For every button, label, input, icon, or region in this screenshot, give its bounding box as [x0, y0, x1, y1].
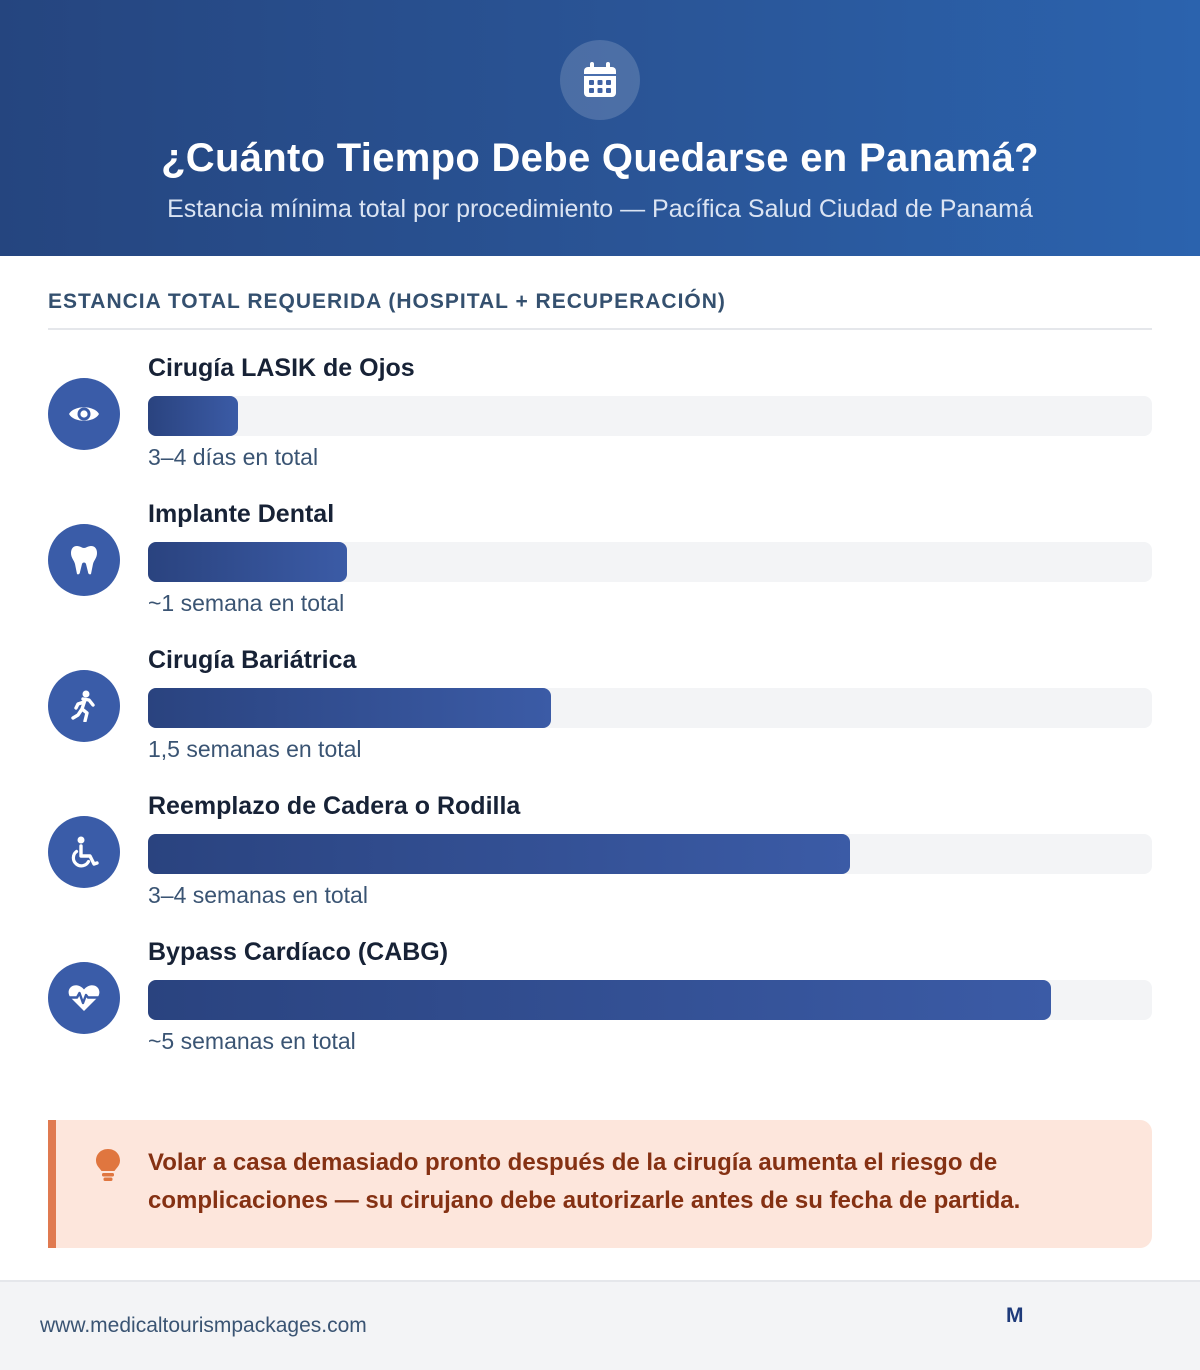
tooth-icon — [48, 524, 120, 596]
bar — [148, 542, 347, 582]
data-label: ~1 semana en total — [148, 590, 345, 616]
data-label: 1,5 semanas en total — [148, 736, 362, 762]
bar-track — [148, 688, 1152, 728]
bar — [148, 688, 551, 728]
warning-callout — [48, 1120, 1152, 1248]
section-divider — [48, 328, 1152, 330]
eye-icon — [48, 378, 120, 450]
bar-label: Bypass Cardíaco (CABG) — [148, 938, 449, 966]
calendar-icon — [560, 40, 640, 120]
chart-row-dental — [0, 500, 1200, 620]
website-link[interactable]: www.medicaltourismpackages.com — [40, 1314, 367, 1337]
bar-track — [148, 980, 1152, 1020]
bar-track — [148, 542, 1152, 582]
running-person-icon — [48, 670, 120, 742]
data-label: 3–4 días en total — [148, 444, 319, 470]
bar-track — [148, 396, 1152, 436]
bar-label: Reemplazo de Cadera o Rodilla — [148, 792, 521, 820]
heart-pulse-icon — [48, 962, 120, 1034]
bar — [148, 834, 850, 874]
footer — [0, 1280, 1200, 1370]
page-subtitle: Estancia mínima total por procedimiento — Pacífica Salud Ciudad de Panamá — [167, 195, 1033, 223]
data-label: ~5 semanas en total — [148, 1028, 356, 1054]
page-title: ¿Cuánto Tiempo Debe Quedarse en Panamá? — [161, 136, 1039, 180]
section-title: ESTANCIA TOTAL REQUERIDA (HOSPITAL + RECUPERACIÓN) — [48, 290, 726, 313]
bar-label: Implante Dental — [148, 500, 335, 528]
data-label: 3–4 semanas en total — [148, 882, 368, 908]
bar-label: Cirugía Bariátrica — [148, 646, 357, 674]
chart-row-bariatric — [0, 646, 1200, 766]
chart-row-lasik — [0, 354, 1200, 474]
wheelchair-icon — [48, 816, 120, 888]
chart-row-hip-knee — [0, 792, 1200, 912]
bar-track — [148, 834, 1152, 874]
bar — [148, 396, 238, 436]
header — [0, 0, 1200, 256]
lightbulb-icon — [94, 1148, 122, 1182]
brand-logo: M — [1006, 1304, 1024, 1327]
bar — [148, 980, 1051, 1020]
bar-label: Cirugía LASIK de Ojos — [148, 354, 415, 382]
callout-text: Volar a casa demasiado pronto después de la cirugía aumenta el riesgo de complicaciones — su cirujano debe autorizarle antes de su fecha de partida. — [148, 1149, 1021, 1214]
chart-row-cabg — [0, 938, 1200, 1058]
